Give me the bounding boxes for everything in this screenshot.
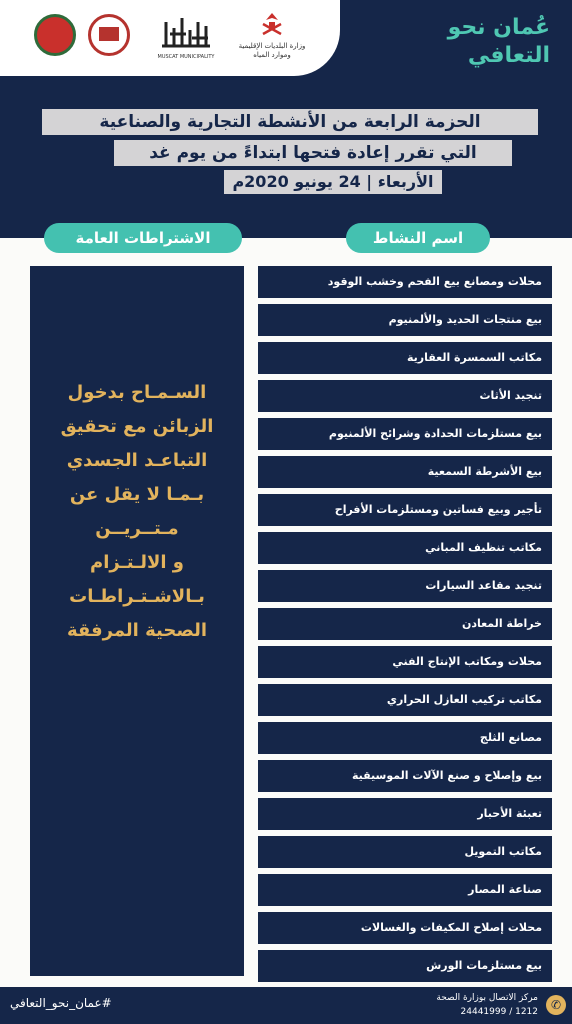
activity-row: صناعة المصار xyxy=(258,874,552,906)
activity-row: بيع الأشرطة السمعية xyxy=(258,456,552,488)
activity-row: بيع مستلزمات الحدادة وشرائح الألمنيوم xyxy=(258,418,552,450)
brand-line-2: التعافي xyxy=(467,43,550,68)
header xyxy=(0,0,572,238)
conditions-panel xyxy=(30,266,244,976)
ministry-logo xyxy=(228,10,316,66)
brand-line-1: عُمان نحو xyxy=(447,15,550,40)
activity-row: تنجيد الأثاث xyxy=(258,380,552,412)
conditions-line: بـمـا لا يقل عن xyxy=(69,484,205,505)
contact-numbers: 1212 / 24441999 xyxy=(460,1007,538,1017)
conditions-line: و الالـتـزام xyxy=(90,552,184,573)
activity-row: تعبئة الأحبار xyxy=(258,798,552,830)
seal-left-icon xyxy=(34,14,76,56)
logo-strip xyxy=(0,0,340,76)
conditions-line: بـالاشـتـراطـات xyxy=(69,586,205,607)
phone-icon: ✆ xyxy=(546,995,566,1015)
activity-row: خراطة المعادن xyxy=(258,608,552,640)
conditions-line: الصحية المرفقة xyxy=(66,620,208,641)
title-line-3: الأربعاء | 24 يونيو 2020م xyxy=(224,170,442,194)
municipality-caption: MUSCAT MUNICIPALITY xyxy=(157,54,215,60)
muscat-municipality-logo xyxy=(156,12,216,64)
activity-row: بيع منتجات الحديد والألمنيوم xyxy=(258,304,552,336)
activity-row: محلات ومصانع بيع الفحم وخشب الوقود xyxy=(258,266,552,298)
activity-row: بيع وإصلاح و صنع الآلات الموسيقية xyxy=(258,760,552,792)
activity-row: مكاتب السمسرة العقارية xyxy=(258,342,552,374)
brand-logo xyxy=(440,14,550,72)
ministry-name: وزارة البلديات الإقليمية وموارد المياه xyxy=(238,42,306,59)
conditions-line: الزبائن مع تحقيق xyxy=(60,416,214,437)
activity-row: مكاتب تركيب العازل الحراري xyxy=(258,684,552,716)
footer xyxy=(0,987,572,1024)
conditions-text xyxy=(30,376,244,648)
activity-row: محلات ومكاتب الإنتاج الفني xyxy=(258,646,552,678)
contact-info xyxy=(436,991,538,1019)
activity-row: محلات إصلاح المكيفات والغسالات xyxy=(258,912,552,944)
contact-label: مركز الاتصال بوزارة الصحة xyxy=(436,993,538,1003)
activity-row: تنجيد مقاعد السيارات xyxy=(258,570,552,602)
conditions-heading: الاشتراطات العامة xyxy=(44,223,242,253)
activity-row: بيع مستلزمات الورش xyxy=(258,950,552,982)
hashtag: #عمان_نحو_التعافي xyxy=(10,996,112,1010)
title-line-2: التي تقرر إعادة فتحها ابتداءً من يوم غد xyxy=(114,140,512,166)
activity-heading: اسم النشاط xyxy=(346,223,490,253)
activity-row: تأجير وبيع فساتين ومستلزمات الأفراح xyxy=(258,494,552,526)
activity-row: مصانع الثلج xyxy=(258,722,552,754)
activity-row: مكاتب تنظيف المباني xyxy=(258,532,552,564)
seal-second-icon xyxy=(88,14,130,56)
conditions-line: مـتــريــن xyxy=(95,518,179,539)
title-line-1: الحزمة الرابعة من الأنشطة التجارية والصناعية xyxy=(42,109,538,135)
activity-row: مكاتب التمويل xyxy=(258,836,552,868)
conditions-line: التباعـد الجسدي xyxy=(66,450,208,471)
conditions-line: السـمـاح بدخول xyxy=(67,382,207,403)
